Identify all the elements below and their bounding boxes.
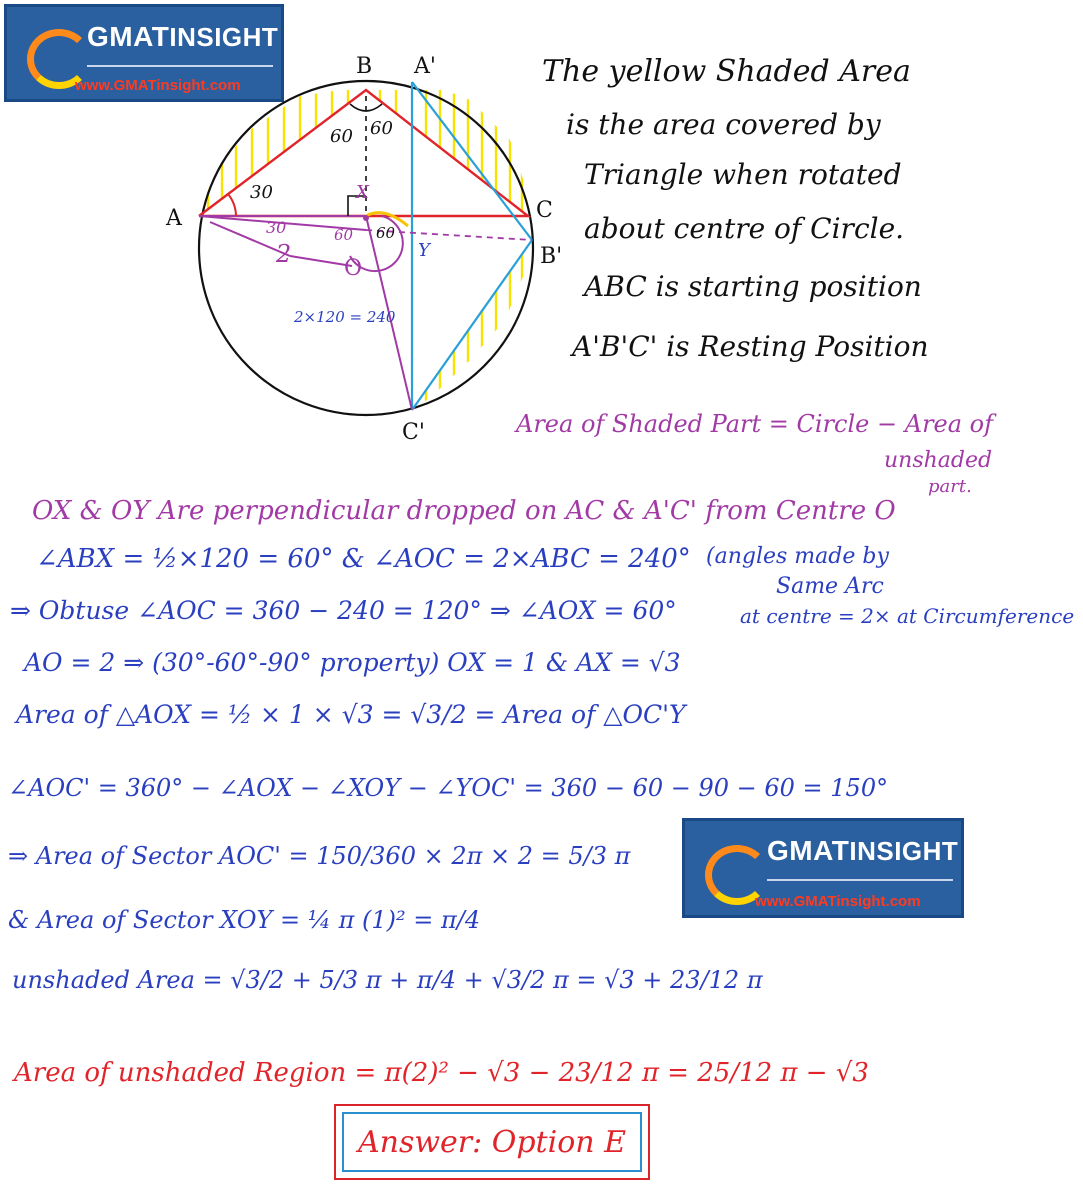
label-y: Y [418, 240, 430, 261]
step-2: ∠ABX = ½×120 = 60° & ∠AOC = 2×ABC = 240° [36, 544, 691, 574]
step-7: ⇒ Area of Sector AOC' = 150/360 × 2π × 2 = 5/3 π [8, 842, 631, 870]
angle-a-arc [228, 194, 236, 216]
label-c: C [536, 198, 553, 223]
explain-line-1: The yellow Shaded Area [542, 54, 911, 89]
label-b: B [356, 54, 373, 79]
rotation-diagram [150, 40, 590, 460]
gmat-insight-logo-mid [682, 818, 964, 918]
angle-b-left: 60 [330, 126, 353, 147]
answer-text: Answer: Option E [357, 1124, 627, 1160]
angle-ao-30: 30 [266, 218, 287, 237]
angle-o-left: 60 [334, 226, 354, 244]
explain-line-5: ABC is starting position [584, 270, 922, 303]
shaded-part-line-2: unshaded [884, 448, 993, 473]
shaded-part-line-1: Area of Shaded Part = Circle − Area of [516, 410, 994, 438]
yellow-shading [208, 90, 522, 410]
step-8: & Area of Sector XOY = ¼ π (1)² = π/4 [8, 906, 481, 934]
step-10: Area of unshaded Region = π(2)² − √3 − 23/12 π = 25/12 π − √3 [14, 1058, 869, 1088]
label-x: X [356, 182, 369, 203]
step-1: OX & OY Are perpendicular dropped on AC & A'C' from Centre O [32, 496, 896, 526]
step-2-note-2: Same Arc [776, 574, 884, 599]
angle-o-right: 60 [376, 224, 396, 242]
shaded-part-line-3: part. [928, 476, 972, 497]
logo-url: www.GMATinsight.com [75, 77, 241, 94]
angle-a-30: 30 [250, 182, 273, 203]
label-a: A [166, 206, 182, 231]
radius-label: 2 [276, 240, 292, 268]
radius-arrow-2b [290, 256, 352, 266]
explain-line-6: A'B'C' is Resting Position [572, 330, 929, 363]
label-b1: B' [540, 244, 563, 269]
logo-name: GMATINSIGHT [87, 21, 279, 52]
step-2-note-1: (angles made by [706, 544, 889, 569]
label-c1: C' [402, 420, 425, 445]
step-6: ∠AOC' = 360° − ∠AOX − ∠XOY − ∠YOC' = 360 − 60 − 90 − 60 = 150° [8, 774, 889, 802]
logo-rule [767, 879, 953, 881]
step-4: AO = 2 ⇒ (30°-60°-90° property) OX = 1 & AX = √3 [24, 648, 681, 677]
label-o: O [344, 256, 363, 281]
logo-name: GMATINSIGHT [767, 835, 959, 866]
reflex-label: 2×120 = 240 [294, 308, 396, 326]
step-9: unshaded Area = √3/2 + 5/3 π + π/4 + √3/2 π = √3 + 23/12 π [12, 966, 763, 994]
explain-line-2: is the area covered by [566, 108, 881, 141]
centre-o-dot [363, 215, 369, 221]
step-3: ⇒ Obtuse ∠AOC = 360 − 240 = 120° ⇒ ∠AOX = 60° [10, 596, 677, 625]
step-2-note-3: at centre = 2× at Circumference [740, 604, 1075, 628]
angle-b-right: 60 [370, 118, 393, 139]
answer-box [342, 1112, 642, 1172]
explain-line-4: about centre of Circle. [584, 212, 905, 245]
label-a1: A' [414, 54, 436, 79]
logo-url: www.GMATinsight.com [755, 893, 921, 910]
step-5: Area of △AOX = ½ × 1 × √3 = √3/2 = Area of △OC'Y [16, 700, 686, 729]
explain-line-3: Triangle when rotated [584, 158, 902, 191]
